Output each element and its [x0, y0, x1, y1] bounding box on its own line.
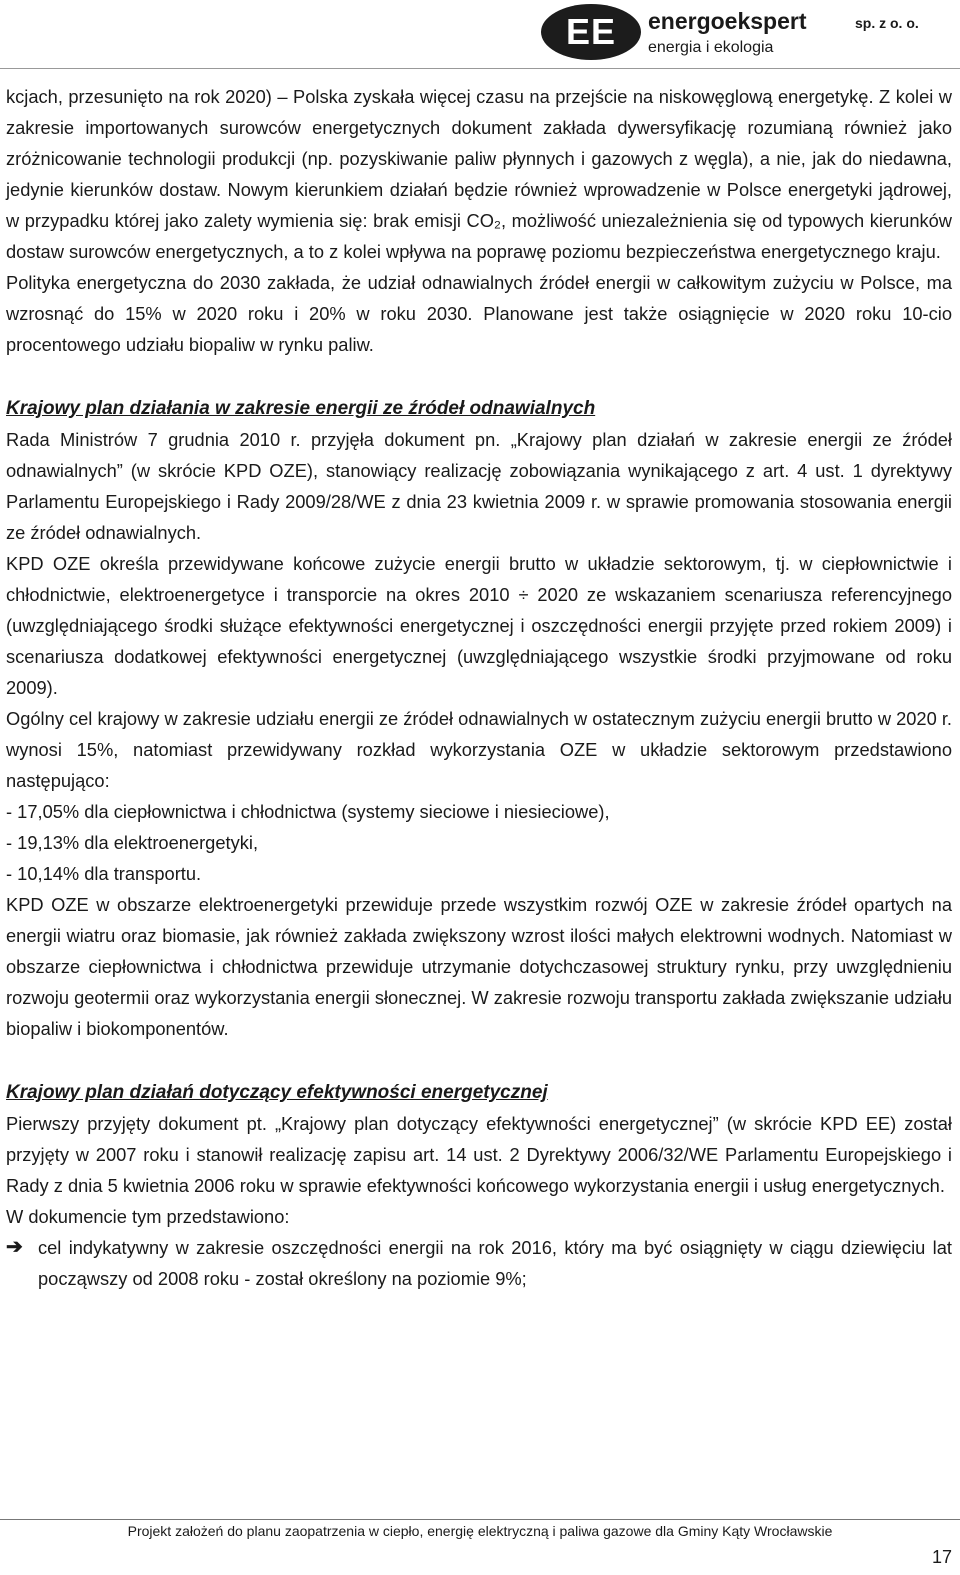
- company-legal-form: sp. z o. o.: [855, 15, 919, 31]
- section-paragraph: KPD OZE określa przewidywane końcowe zużycie energii brutto w układzie sektorowym, tj. w ciepłownictwie i chłodnictwie, elektroenergetyce i transporcie na okres 2010 ÷ 2020 ze wskazaniem scenariusza referencyjnego (uwzględniającego środki służące efektywności energetycznej i oszczędności energii przyjęte przed rokiem 2009) i scenariusza dodatkowej efektywności energetycznej (uwzględniającego wszystkie środki przyjmowane od roku 2009).: [6, 553, 952, 698]
- section-title-oze: Krajowy plan działania w zakresie energii ze źródeł odnawialnych: [6, 398, 596, 419]
- section-paragraph: W dokumencie tym przedstawiono:: [6, 1206, 290, 1227]
- company-name: energoekspert: [648, 8, 807, 34]
- page-header: [0, 0, 960, 68]
- section-paragraph: Ogólny cel krajowy w zakresie udziału energii ze źródeł odnawialnych w ostatecznym zużyciu energii brutto w 2020 r. wynosi 15%, natomiast przewidywany rozkład wykorzystania OZE w układzie sektorowym przedstawiono następująco:: [6, 708, 953, 791]
- footer-title: Projekt założeń do planu zaopatrzenia w ciepło, energię elektryczną i paliwa gazowe dla Gminy Kąty Wrocławskie: [127, 1523, 833, 1539]
- section-paragraph: Rada Ministrów 7 grudnia 2010 r. przyjęła dokument pn. „Krajowy plan działań w zakresie energii ze źródeł odnawialnych” (w skrócie KPD OZE), stanowiący realizację zobowiązania wynikającego z art. 4 ust. 1 dyrektywy Parlamentu Europejskiego i Rady 2009/28/WE z dnia 23 kwietnia 2009 r. w sprawie promowania stosowania energii ze źródeł odnawialnych.: [6, 429, 952, 543]
- section-paragraph: KPD OZE w obszarze elektroenergetyki przewiduje przede wszystkim rozwój OZE w zakresie źródeł opartych na energii wiatru oraz biomasie, jak również zakłada zwiększony wzrost ilości małych elektrowni wodnych. Natomiast w obszarze ciepłownictwa i chłodnictwa przewiduje utrzymanie dotychczasowej struktury rynku, przy uwzględnieniu rozwoju geotermii oraz wykorzystania energii słonecznej. W zakresie rozwoju transportu zakłada zwiększanie udziału biopaliw i biokomponentów.: [6, 894, 952, 1039]
- arrow-right-icon: ➔: [6, 1236, 23, 1258]
- section-title-ee: Krajowy plan działań dotyczący efektywności energetycznej: [6, 1082, 548, 1103]
- bullet-text: cel indykatywny w zakresie oszczędności energii na rok 2016, który ma być osiągnięty w ciągu dziewięciu lat począwszy od 2008 roku - został określony na poziomie 9%;: [38, 1237, 952, 1289]
- intro-paragraph: Polityka energetyczna do 2030 zakłada, że udział odnawialnych źródeł energii w całkowitym zużyciu w Polsce, ma wzrosnąć do 15% w 2020 roku i 20% w roku 2030. Planowane jest także osiągnięcie w 2020 roku 10-cio procentowego udziału biopaliw w rynku paliw.: [6, 272, 952, 355]
- header-divider: [0, 68, 960, 69]
- list-item: - 17,05% dla ciepłownictwa i chłodnictwa (systemy sieciowe i niesieciowe),: [6, 801, 610, 822]
- section-paragraph: Pierwszy przyjęty dokument pt. „Krajowy plan dotyczący efektywności energetycznej” (w skrócie KPD EE) został przyjęty w 2007 roku i stanowił realizację zapisu art. 14 ust. 2 Dyrektywy 2006/32/WE Parlamentu Europejskiego i Rady z dnia 5 kwietnia 2006 roku w sprawie efektywności końcowego wykorzystania energii i usług energetycznych.: [6, 1113, 952, 1196]
- page-number: 17: [931, 1547, 952, 1567]
- document-body: [6, 81, 952, 1294]
- list-item: - 10,14% dla transportu.: [6, 863, 202, 884]
- company-tagline: energia i ekologia: [648, 39, 774, 56]
- company-logo: [541, 4, 641, 60]
- intro-paragraph: kcjach, przesunięto na rok 2020) – Polska zyskała więcej czasu na przejście na niskowęglową energetykę. Z kolei w zakresie importowanych surowców energetycznych dokument zakłada dywersyfikację rozumianą również jako zróżnicowanie technologii produkcji (np. pozyskiwanie paliw płynnych i gazowych z węgla), a nie, jak do niedawna, jedynie kierunków dostaw. Nowym kierunkiem działań będzie również wprowadzenie w Polsce energetyki jądrowej, w przypadku której jako zalety wymienia się: brak emisji CO₂, możliwość uniezależnienia się od typowych kierunków dostaw surowców energetycznych, a to z kolei wpływa na poprawę poziomu bezpieczeństwa energetycznego kraju.: [6, 86, 952, 262]
- logo-letters: EE: [565, 11, 617, 52]
- list-item: - 19,13% dla elektroenergetyki,: [6, 832, 259, 853]
- bullet-item: [6, 1232, 952, 1294]
